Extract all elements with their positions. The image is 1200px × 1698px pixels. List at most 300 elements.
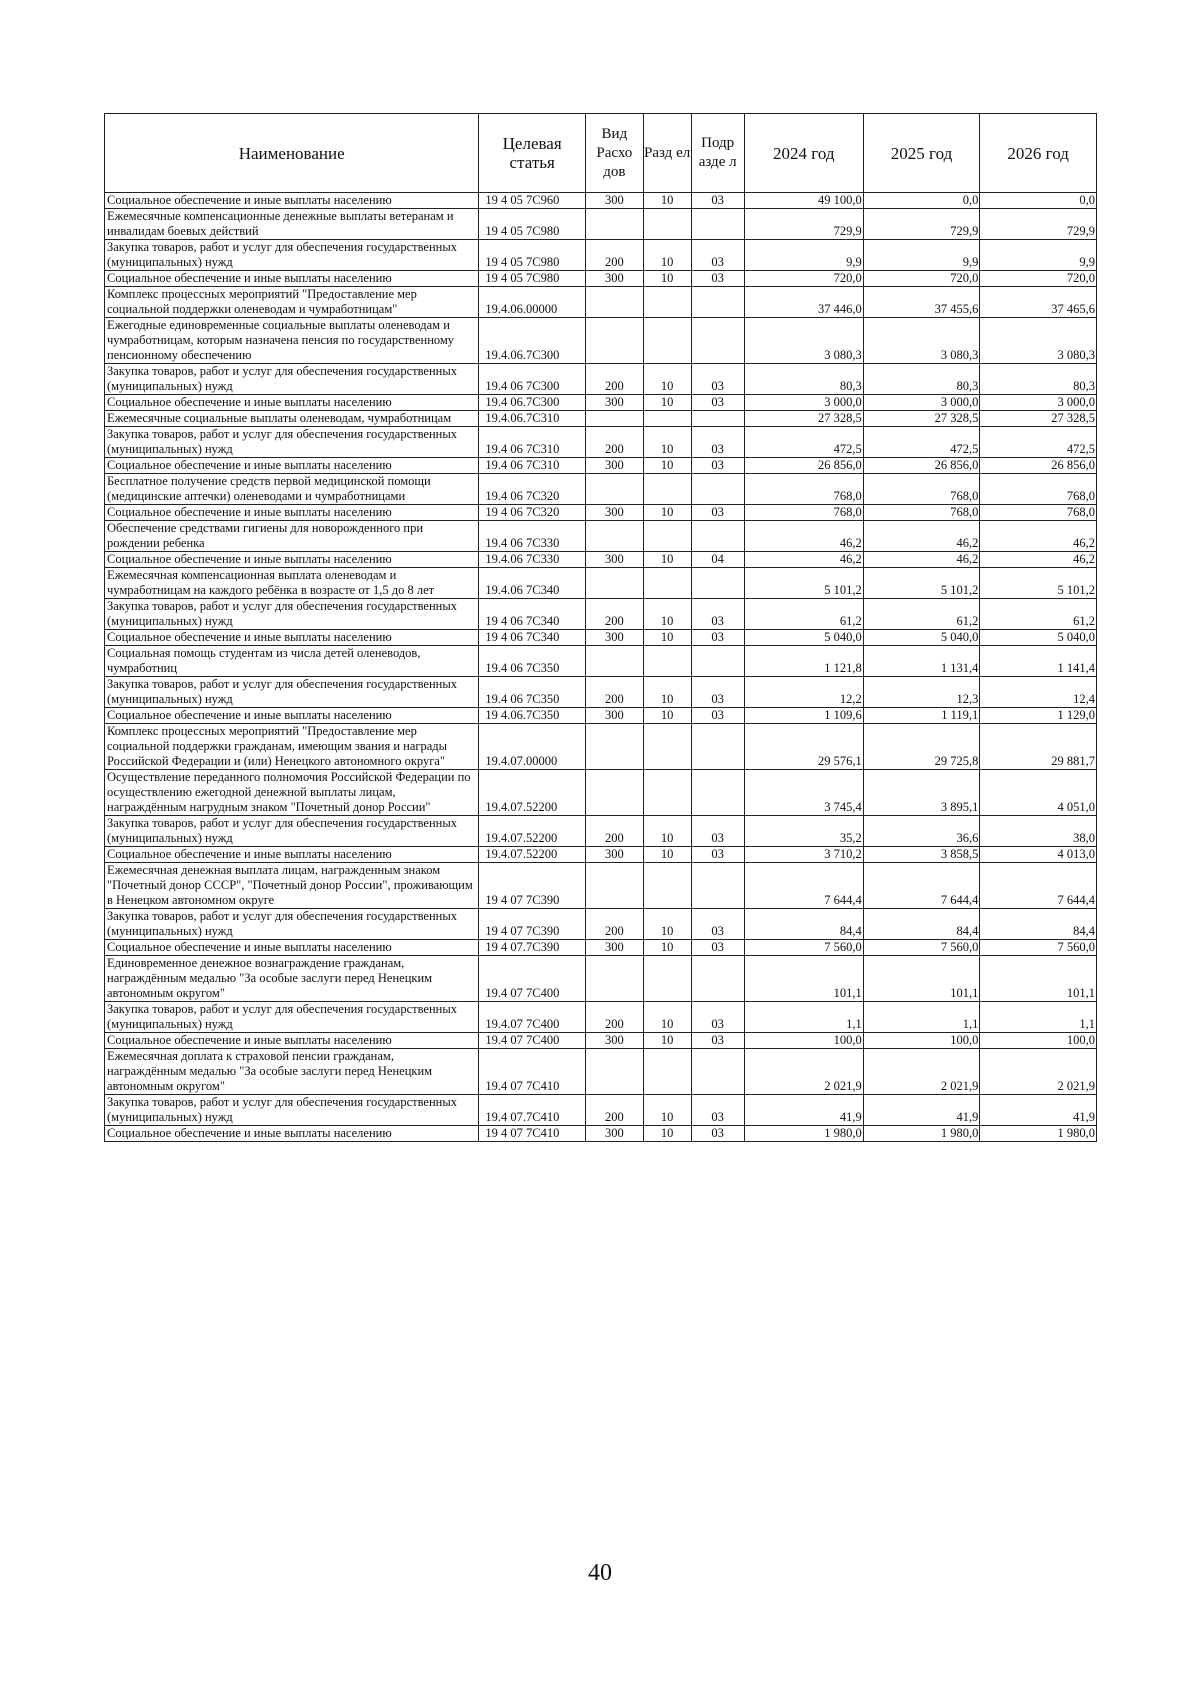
cell-name: Комплекс процессных мероприятий "Предоставление мер социальной поддержки оленеводам и чумработницам" xyxy=(105,287,479,318)
cell-subsection: 03 xyxy=(691,847,744,863)
cell-name: Закупка товаров, работ и услуг для обеспечения государственных (муниципальных) нужд xyxy=(105,364,479,395)
cell-name: Ежемесячная доплата к страховой пенсии гражданам, награждённым медалью "За особые заслуги перед Ненецким автономным округом" xyxy=(105,1049,479,1095)
cell-name: Закупка товаров, работ и услуг для обеспечения государственных (муниципальных) нужд xyxy=(105,909,479,940)
cell-2025: 41,9 xyxy=(863,1095,980,1126)
cell-expense-type xyxy=(586,411,644,427)
cell-section xyxy=(643,1049,691,1095)
cell-2025: 3 080,3 xyxy=(863,318,980,364)
table-row xyxy=(105,411,1097,427)
cell-section: 10 xyxy=(643,940,691,956)
cell-section: 10 xyxy=(643,909,691,940)
cell-expense-type: 300 xyxy=(586,847,644,863)
cell-2024: 5 040,0 xyxy=(744,630,863,646)
cell-2026: 3 000,0 xyxy=(980,395,1097,411)
cell-2024: 3 710,2 xyxy=(744,847,863,863)
cell-subsection: 03 xyxy=(691,271,744,287)
cell-subsection: 03 xyxy=(691,1033,744,1049)
table-body xyxy=(105,193,1097,1142)
table-row xyxy=(105,816,1097,847)
cell-section: 10 xyxy=(643,677,691,708)
cell-name: Социальное обеспечение и иные выплаты населению xyxy=(105,1126,479,1142)
cell-name: Социальное обеспечение и иные выплаты населению xyxy=(105,193,479,209)
cell-section: 10 xyxy=(643,847,691,863)
cell-target-article: 19.4.07 7С400 xyxy=(479,1002,586,1033)
cell-target-article: 19.4.06.00000 xyxy=(479,287,586,318)
cell-expense-type: 300 xyxy=(586,630,644,646)
cell-2026: 29 881,7 xyxy=(980,724,1097,770)
cell-2024: 46,2 xyxy=(744,521,863,552)
cell-section xyxy=(643,724,691,770)
cell-name: Закупка товаров, работ и услуг для обеспечения государственных (муниципальных) нужд xyxy=(105,1095,479,1126)
table-row xyxy=(105,1126,1097,1142)
cell-2025: 729,9 xyxy=(863,209,980,240)
cell-subsection: 03 xyxy=(691,458,744,474)
cell-section xyxy=(643,568,691,599)
cell-expense-type: 300 xyxy=(586,458,644,474)
cell-2026: 1 129,0 xyxy=(980,708,1097,724)
cell-expense-type: 200 xyxy=(586,364,644,395)
table-row xyxy=(105,1049,1097,1095)
cell-subsection xyxy=(691,724,744,770)
table-row xyxy=(105,630,1097,646)
cell-target-article: 19.4.07.52200 xyxy=(479,770,586,816)
cell-name: Единовременное денежное вознаграждение гражданам, награждённым медалью "За особые заслуги перед Ненецким автономным округом" xyxy=(105,956,479,1002)
cell-target-article: 19 4 05 7С980 xyxy=(479,271,586,287)
cell-2024: 26 856,0 xyxy=(744,458,863,474)
cell-expense-type xyxy=(586,521,644,552)
cell-expense-type: 300 xyxy=(586,505,644,521)
cell-2024: 3 000,0 xyxy=(744,395,863,411)
cell-2026: 7 560,0 xyxy=(980,940,1097,956)
table-row xyxy=(105,505,1097,521)
cell-subsection: 03 xyxy=(691,677,744,708)
cell-section: 10 xyxy=(643,193,691,209)
cell-2024: 768,0 xyxy=(744,474,863,505)
cell-2026: 84,4 xyxy=(980,909,1097,940)
cell-target-article: 19.4.06.7С310 xyxy=(479,411,586,427)
cell-2025: 768,0 xyxy=(863,474,980,505)
cell-2026: 720,0 xyxy=(980,271,1097,287)
header-2025: 2025 год xyxy=(863,114,980,193)
cell-expense-type xyxy=(586,1049,644,1095)
cell-2025: 2 021,9 xyxy=(863,1049,980,1095)
cell-2025: 5 101,2 xyxy=(863,568,980,599)
cell-subsection xyxy=(691,956,744,1002)
cell-name: Социальное обеспечение и иные выплаты населению xyxy=(105,552,479,568)
cell-2026: 26 856,0 xyxy=(980,458,1097,474)
cell-2026: 729,9 xyxy=(980,209,1097,240)
cell-2025: 101,1 xyxy=(863,956,980,1002)
cell-target-article: 19.4 07 7С400 xyxy=(479,1033,586,1049)
cell-expense-type xyxy=(586,956,644,1002)
cell-expense-type: 300 xyxy=(586,395,644,411)
cell-2026: 5 101,2 xyxy=(980,568,1097,599)
cell-name: Ежегодные единовременные социальные выплаты оленеводам и чумработницам, которым назначена пенсия по государственному пенсионному обеспечению xyxy=(105,318,479,364)
table-row xyxy=(105,770,1097,816)
cell-2026: 38,0 xyxy=(980,816,1097,847)
cell-name: Социальное обеспечение и иные выплаты населению xyxy=(105,847,479,863)
cell-subsection: 03 xyxy=(691,940,744,956)
cell-name: Ежемесячные компенсационные денежные выплаты ветеранам и инвалидам боевых действий xyxy=(105,209,479,240)
cell-target-article: 19 4 07 7С410 xyxy=(479,1126,586,1142)
cell-expense-type xyxy=(586,287,644,318)
cell-2025: 12,3 xyxy=(863,677,980,708)
cell-section xyxy=(643,287,691,318)
cell-target-article: 19.4 06 7С350 xyxy=(479,646,586,677)
cell-subsection: 03 xyxy=(691,630,744,646)
cell-target-article: 19.4 06 7С330 xyxy=(479,521,586,552)
cell-name: Бесплатное получение средств первой медицинской помощи (медицинские аптечки) оленеводами и чумработницами xyxy=(105,474,479,505)
cell-2026: 4 051,0 xyxy=(980,770,1097,816)
cell-2025: 0,0 xyxy=(863,193,980,209)
cell-name: Социальное обеспечение и иные выплаты населению xyxy=(105,458,479,474)
cell-target-article: 19 4 07 7С390 xyxy=(479,909,586,940)
cell-2025: 9,9 xyxy=(863,240,980,271)
cell-expense-type xyxy=(586,318,644,364)
table-row xyxy=(105,458,1097,474)
cell-subsection xyxy=(691,521,744,552)
cell-name: Ежемесячная компенсационная выплата оленеводам и чумработницам на каждого ребёнка в возрасте от 1,5 до 8 лет xyxy=(105,568,479,599)
cell-2026: 27 328,5 xyxy=(980,411,1097,427)
table-row xyxy=(105,568,1097,599)
cell-section: 10 xyxy=(643,458,691,474)
cell-2026: 768,0 xyxy=(980,505,1097,521)
cell-2024: 12,2 xyxy=(744,677,863,708)
cell-target-article: 19.4 07 7С410 xyxy=(479,1049,586,1095)
cell-subsection: 03 xyxy=(691,599,744,630)
cell-name: Закупка товаров, работ и услуг для обеспечения государственных (муниципальных) нужд xyxy=(105,427,479,458)
cell-expense-type: 200 xyxy=(586,240,644,271)
cell-subsection xyxy=(691,1049,744,1095)
cell-target-article: 19.4 07 7С400 xyxy=(479,956,586,1002)
cell-subsection: 03 xyxy=(691,1126,744,1142)
cell-expense-type xyxy=(586,474,644,505)
cell-2025: 3 000,0 xyxy=(863,395,980,411)
cell-subsection xyxy=(691,287,744,318)
cell-subsection xyxy=(691,568,744,599)
cell-expense-type: 300 xyxy=(586,271,644,287)
cell-2025: 5 040,0 xyxy=(863,630,980,646)
cell-name: Социальное обеспечение и иные выплаты населению xyxy=(105,940,479,956)
cell-name: Социальная помощь студентам из числа детей оленеводов, чумработниц xyxy=(105,646,479,677)
cell-2025: 46,2 xyxy=(863,552,980,568)
cell-section: 10 xyxy=(643,708,691,724)
cell-name: Осуществление переданного полномочия Российской Федерации по осуществлению ежегодной денежной выплаты лицам, награждённым нагрудным знаком "Почетный донор России" xyxy=(105,770,479,816)
header-2024: 2024 год xyxy=(744,114,863,193)
cell-2026: 61,2 xyxy=(980,599,1097,630)
cell-subsection xyxy=(691,770,744,816)
cell-section: 10 xyxy=(643,505,691,521)
cell-target-article: 19.4.06.7С300 xyxy=(479,318,586,364)
cell-2025: 3 858,5 xyxy=(863,847,980,863)
cell-2025: 37 455,6 xyxy=(863,287,980,318)
cell-section xyxy=(643,646,691,677)
cell-2025: 7 560,0 xyxy=(863,940,980,956)
table-row xyxy=(105,863,1097,909)
cell-2026: 100,0 xyxy=(980,1033,1097,1049)
cell-2026: 46,2 xyxy=(980,521,1097,552)
cell-2025: 100,0 xyxy=(863,1033,980,1049)
cell-section xyxy=(643,956,691,1002)
cell-subsection: 03 xyxy=(691,240,744,271)
cell-subsection xyxy=(691,411,744,427)
cell-2026: 5 040,0 xyxy=(980,630,1097,646)
table-row xyxy=(105,474,1097,505)
cell-section: 10 xyxy=(643,240,691,271)
cell-2026: 80,3 xyxy=(980,364,1097,395)
cell-2024: 100,0 xyxy=(744,1033,863,1049)
table-row xyxy=(105,909,1097,940)
cell-name: Закупка товаров, работ и услуг для обеспечения государственных (муниципальных) нужд xyxy=(105,816,479,847)
table-row xyxy=(105,847,1097,863)
cell-2026: 1 141,4 xyxy=(980,646,1097,677)
cell-2025: 1 131,4 xyxy=(863,646,980,677)
cell-target-article: 19.4.06 7С330 xyxy=(479,552,586,568)
cell-2025: 1 119,1 xyxy=(863,708,980,724)
table-row xyxy=(105,395,1097,411)
cell-target-article: 19 4 06 7С340 xyxy=(479,599,586,630)
cell-2026: 1 980,0 xyxy=(980,1126,1097,1142)
table-row xyxy=(105,193,1097,209)
cell-section: 10 xyxy=(643,427,691,458)
cell-expense-type xyxy=(586,770,644,816)
cell-target-article: 19 4 05 7С960 xyxy=(479,193,586,209)
cell-2026: 12,4 xyxy=(980,677,1097,708)
cell-2024: 729,9 xyxy=(744,209,863,240)
cell-name: Социальное обеспечение и иные выплаты населению xyxy=(105,1033,479,1049)
table-row xyxy=(105,521,1097,552)
cell-2026: 46,2 xyxy=(980,552,1097,568)
cell-expense-type: 200 xyxy=(586,427,644,458)
budget-table xyxy=(104,113,1097,1142)
cell-expense-type: 200 xyxy=(586,1095,644,1126)
table-row xyxy=(105,1002,1097,1033)
cell-expense-type: 200 xyxy=(586,1002,644,1033)
cell-section xyxy=(643,411,691,427)
cell-target-article: 19 4 07.7С390 xyxy=(479,940,586,956)
cell-2025: 768,0 xyxy=(863,505,980,521)
cell-expense-type: 300 xyxy=(586,708,644,724)
cell-subsection: 03 xyxy=(691,364,744,395)
cell-2026: 472,5 xyxy=(980,427,1097,458)
cell-section: 10 xyxy=(643,552,691,568)
cell-2025: 720,0 xyxy=(863,271,980,287)
cell-target-article: 19.4.07.52200 xyxy=(479,816,586,847)
cell-2024: 29 576,1 xyxy=(744,724,863,770)
cell-target-article: 19 4 05 7С980 xyxy=(479,240,586,271)
table-row xyxy=(105,271,1097,287)
cell-section: 10 xyxy=(643,395,691,411)
cell-subsection: 03 xyxy=(691,395,744,411)
cell-subsection xyxy=(691,646,744,677)
cell-name: Комплекс процессных мероприятий "Предоставление мер социальной поддержки гражданам, имеющим звания и награды Российской Федерации и (или) Ненецкого автономного округа" xyxy=(105,724,479,770)
table-row xyxy=(105,1033,1097,1049)
cell-subsection: 03 xyxy=(691,1002,744,1033)
header-subsection: Подр азде л xyxy=(691,114,744,193)
table-row xyxy=(105,956,1097,1002)
table-row xyxy=(105,708,1097,724)
cell-expense-type: 300 xyxy=(586,1033,644,1049)
cell-target-article: 19 4 07 7С390 xyxy=(479,863,586,909)
cell-section xyxy=(643,863,691,909)
cell-target-article: 19 4 06 7С320 xyxy=(479,505,586,521)
cell-section: 10 xyxy=(643,630,691,646)
page-number: 40 xyxy=(588,1560,612,1586)
cell-2026: 7 644,4 xyxy=(980,863,1097,909)
table-row xyxy=(105,1095,1097,1126)
cell-2024: 27 328,5 xyxy=(744,411,863,427)
cell-2024: 37 446,0 xyxy=(744,287,863,318)
cell-subsection: 04 xyxy=(691,552,744,568)
cell-2024: 7 560,0 xyxy=(744,940,863,956)
cell-expense-type: 300 xyxy=(586,193,644,209)
table-row xyxy=(105,364,1097,395)
table-row xyxy=(105,646,1097,677)
cell-2024: 3 080,3 xyxy=(744,318,863,364)
table-header-row xyxy=(105,114,1097,193)
cell-2024: 41,9 xyxy=(744,1095,863,1126)
table-row xyxy=(105,552,1097,568)
cell-expense-type: 300 xyxy=(586,552,644,568)
table-row xyxy=(105,240,1097,271)
cell-2025: 3 895,1 xyxy=(863,770,980,816)
cell-expense-type xyxy=(586,209,644,240)
cell-expense-type xyxy=(586,568,644,599)
cell-name: Ежемесячная денежная выплата лицам, награжденным знаком "Почетный донор СССР", "Почетный донор России", проживающим в Ненецком автономном округе xyxy=(105,863,479,909)
cell-section: 10 xyxy=(643,1126,691,1142)
cell-target-article: 19.4.07.00000 xyxy=(479,724,586,770)
cell-2026: 41,9 xyxy=(980,1095,1097,1126)
table-row xyxy=(105,940,1097,956)
cell-2026: 1,1 xyxy=(980,1002,1097,1033)
cell-name: Социальное обеспечение и иные выплаты населению xyxy=(105,708,479,724)
cell-section xyxy=(643,521,691,552)
header-target-article: Целевая статья xyxy=(479,114,586,193)
cell-target-article: 19.4.07.52200 xyxy=(479,847,586,863)
cell-target-article: 19 4 05 7С980 xyxy=(479,209,586,240)
cell-2025: 472,5 xyxy=(863,427,980,458)
cell-section: 10 xyxy=(643,1095,691,1126)
cell-expense-type: 200 xyxy=(586,816,644,847)
cell-name: Социальное обеспечение и иные выплаты населению xyxy=(105,271,479,287)
cell-section: 10 xyxy=(643,1002,691,1033)
cell-target-article: 19 4.06.7С350 xyxy=(479,708,586,724)
cell-name: Социальное обеспечение и иные выплаты населению xyxy=(105,505,479,521)
cell-2024: 472,5 xyxy=(744,427,863,458)
cell-section xyxy=(643,474,691,505)
cell-section: 10 xyxy=(643,271,691,287)
cell-name: Ежемесячные социальные выплаты оленеводам, чумработницам xyxy=(105,411,479,427)
cell-2025: 27 328,5 xyxy=(863,411,980,427)
cell-expense-type: 300 xyxy=(586,1126,644,1142)
cell-subsection xyxy=(691,318,744,364)
cell-subsection: 03 xyxy=(691,909,744,940)
cell-2024: 101,1 xyxy=(744,956,863,1002)
cell-2024: 84,4 xyxy=(744,909,863,940)
cell-2025: 26 856,0 xyxy=(863,458,980,474)
cell-2024: 2 021,9 xyxy=(744,1049,863,1095)
cell-2024: 720,0 xyxy=(744,271,863,287)
cell-expense-type: 200 xyxy=(586,909,644,940)
cell-expense-type xyxy=(586,863,644,909)
cell-2024: 35,2 xyxy=(744,816,863,847)
cell-2024: 61,2 xyxy=(744,599,863,630)
cell-2026: 2 021,9 xyxy=(980,1049,1097,1095)
cell-section xyxy=(643,770,691,816)
cell-expense-type xyxy=(586,724,644,770)
cell-section xyxy=(643,209,691,240)
cell-subsection: 03 xyxy=(691,708,744,724)
cell-subsection xyxy=(691,474,744,505)
header-section: Разд ел xyxy=(643,114,691,193)
cell-subsection: 03 xyxy=(691,193,744,209)
cell-2024: 1 109,6 xyxy=(744,708,863,724)
cell-subsection: 03 xyxy=(691,816,744,847)
cell-2025: 1,1 xyxy=(863,1002,980,1033)
header-2026: 2026 год xyxy=(980,114,1097,193)
cell-target-article: 19.4 06 7С320 xyxy=(479,474,586,505)
cell-target-article: 19.4 06 7С300 xyxy=(479,364,586,395)
cell-target-article: 19 4 06 7С340 xyxy=(479,630,586,646)
cell-subsection: 03 xyxy=(691,427,744,458)
cell-subsection: 03 xyxy=(691,1095,744,1126)
cell-2025: 29 725,8 xyxy=(863,724,980,770)
table-row xyxy=(105,209,1097,240)
cell-target-article: 19.4 06.7С300 xyxy=(479,395,586,411)
cell-2025: 46,2 xyxy=(863,521,980,552)
header-expense-type: Вид Расхо дов xyxy=(586,114,644,193)
cell-2024: 5 101,2 xyxy=(744,568,863,599)
cell-section: 10 xyxy=(643,816,691,847)
cell-2026: 37 465,6 xyxy=(980,287,1097,318)
cell-2026: 101,1 xyxy=(980,956,1097,1002)
cell-name: Закупка товаров, работ и услуг для обеспечения государственных (муниципальных) нужд xyxy=(105,677,479,708)
cell-section xyxy=(643,318,691,364)
budget-table-container xyxy=(104,113,1097,1142)
cell-section: 10 xyxy=(643,1033,691,1049)
cell-target-article: 19.4 06 7С350 xyxy=(479,677,586,708)
cell-2024: 49 100,0 xyxy=(744,193,863,209)
cell-target-article: 19.4.06 7С340 xyxy=(479,568,586,599)
cell-expense-type: 300 xyxy=(586,940,644,956)
cell-target-article: 19.4 06 7С310 xyxy=(479,458,586,474)
cell-target-article: 19.4 06 7С310 xyxy=(479,427,586,458)
cell-expense-type: 200 xyxy=(586,599,644,630)
cell-2024: 7 644,4 xyxy=(744,863,863,909)
cell-name: Социальное обеспечение и иные выплаты населению xyxy=(105,630,479,646)
cell-2025: 1 980,0 xyxy=(863,1126,980,1142)
cell-section: 10 xyxy=(643,364,691,395)
cell-expense-type: 200 xyxy=(586,677,644,708)
cell-target-article: 19.4 07.7С410 xyxy=(479,1095,586,1126)
cell-name: Закупка товаров, работ и услуг для обеспечения государственных (муниципальных) нужд xyxy=(105,240,479,271)
cell-subsection: 03 xyxy=(691,505,744,521)
cell-2025: 7 644,4 xyxy=(863,863,980,909)
cell-2025: 36,6 xyxy=(863,816,980,847)
cell-2024: 1,1 xyxy=(744,1002,863,1033)
cell-subsection xyxy=(691,863,744,909)
table-row xyxy=(105,427,1097,458)
cell-name: Закупка товаров, работ и услуг для обеспечения государственных (муниципальных) нужд xyxy=(105,1002,479,1033)
table-row xyxy=(105,318,1097,364)
header-name: Наименование xyxy=(105,114,479,193)
table-row xyxy=(105,724,1097,770)
cell-2024: 1 980,0 xyxy=(744,1126,863,1142)
table-row xyxy=(105,677,1097,708)
cell-2026: 768,0 xyxy=(980,474,1097,505)
cell-2026: 4 013,0 xyxy=(980,847,1097,863)
cell-2025: 80,3 xyxy=(863,364,980,395)
